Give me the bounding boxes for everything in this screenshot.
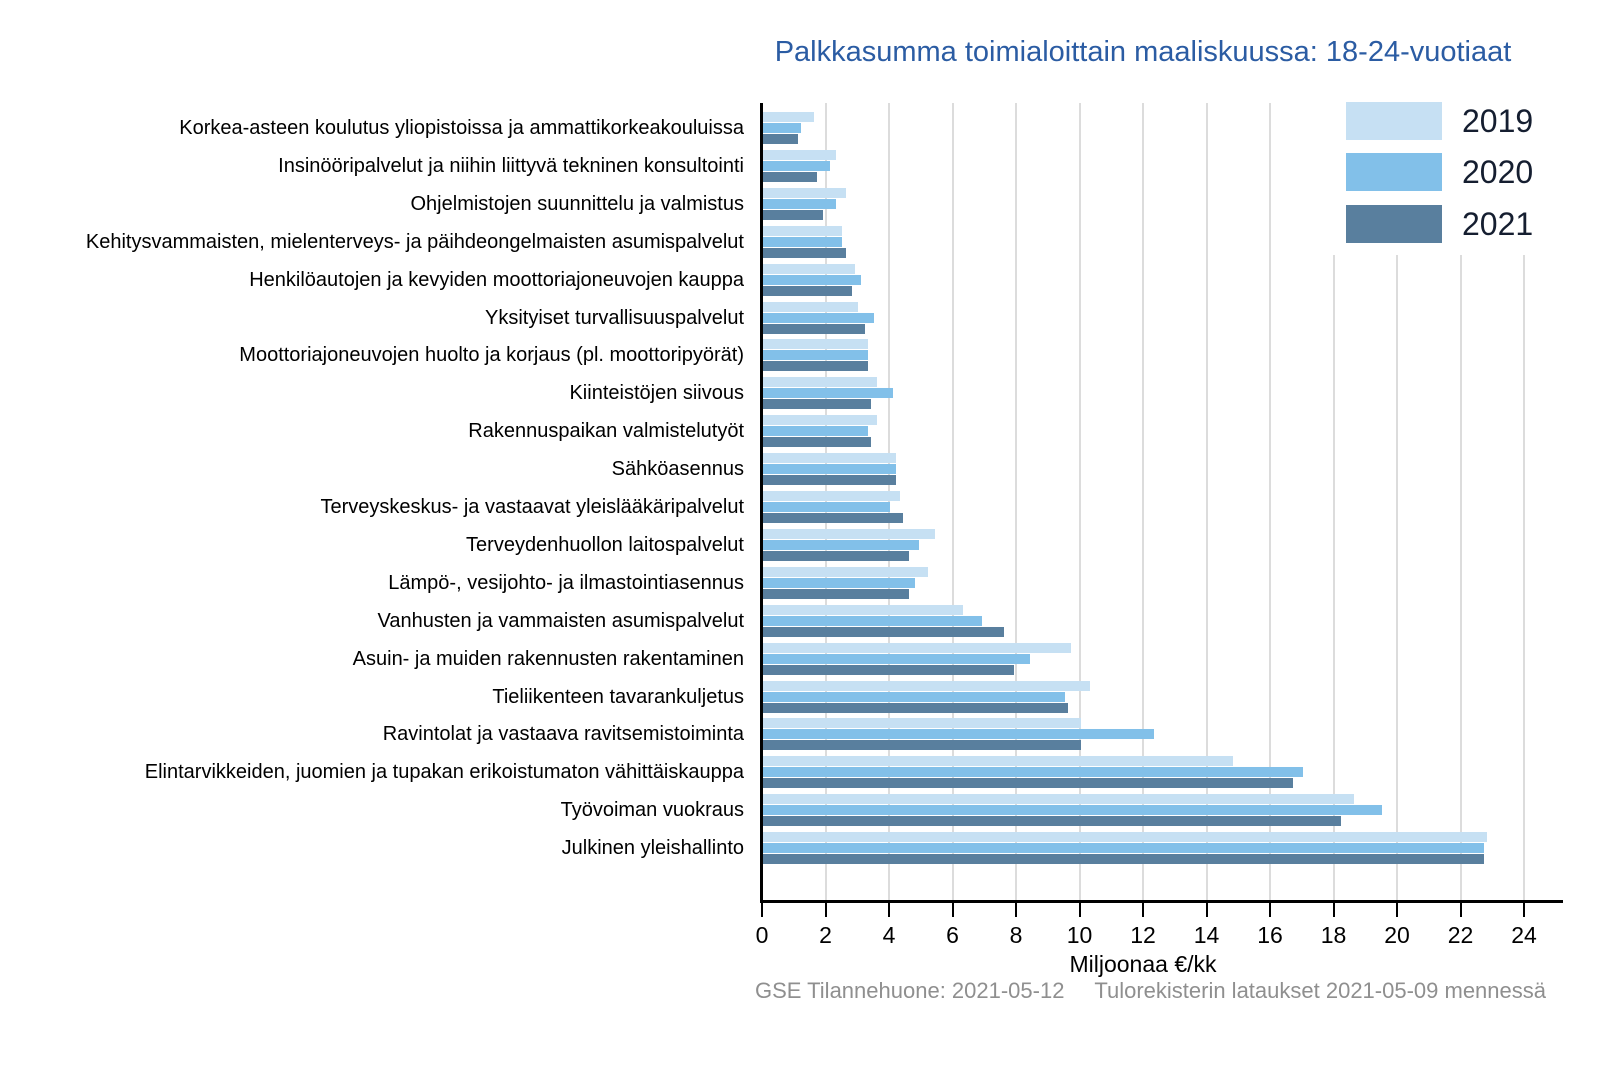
bar-2019 (763, 718, 1081, 728)
bar-2021 (763, 513, 903, 523)
x-tick (1523, 903, 1525, 917)
x-tick (1079, 903, 1081, 917)
bar-2019 (763, 681, 1090, 691)
category-label: Insinööripalvelut ja niihin liittyvä tekninen konsultointi (278, 154, 744, 177)
category-label: Työvoiman vuokraus (560, 799, 744, 822)
category-label: Korkea-asteen koulutus yliopistoissa ja ammattikorkeakouluissa (179, 117, 744, 139)
bar-2019 (763, 377, 877, 387)
x-tick (1269, 903, 1271, 917)
x-tick-label: 8 (1009, 922, 1023, 948)
legend-label-2020: 2020 (1462, 154, 1534, 190)
category-label: Ravintolat ja vastaava ravitsemistoiminta (382, 723, 744, 746)
bar-2020 (763, 578, 915, 588)
bar-2021 (763, 854, 1484, 864)
bar-2019 (763, 567, 928, 577)
x-tick-label: 2 (819, 922, 832, 948)
bar-2021 (763, 172, 817, 182)
bar-2020 (763, 426, 868, 436)
bar-2020 (763, 654, 1030, 664)
bar-2020 (763, 350, 868, 360)
legend-label-2021: 2021 (1462, 206, 1534, 242)
bar-2020 (763, 729, 1154, 739)
bar-2020 (763, 464, 896, 474)
bar-2021 (763, 551, 909, 561)
chart-title: Palkkasumma toimialoittain maaliskuussa: 18-24-vuotiaat (774, 36, 1512, 68)
bar-2019 (763, 226, 842, 236)
bar-2019 (763, 453, 896, 463)
bar-2020 (763, 767, 1303, 777)
bar-2019 (763, 529, 935, 539)
category-label: Vanhusten ja vammaisten asumispalvelut (377, 609, 744, 632)
y-axis-line (760, 103, 763, 903)
x-tick-label: 18 (1320, 922, 1347, 948)
category-label: Tieliikenteen tavarankuljetus (492, 685, 744, 708)
category-label: Ohjelmistojen suunnittelu ja valmistus (410, 192, 744, 215)
bar-2021 (763, 627, 1004, 637)
category-label: Yksityiset turvallisuuspalvelut (485, 306, 744, 329)
bar-2021 (763, 778, 1293, 788)
x-tick (825, 903, 827, 917)
x-tick-label: 14 (1193, 922, 1220, 948)
category-label: Lämpö-, vesijohto- ja ilmastointiasennus (388, 571, 744, 594)
x-tick (1142, 903, 1144, 917)
legend-swatch-2019 (1346, 102, 1442, 140)
bar-2021 (763, 248, 846, 258)
category-label: Terveydenhuollon laitospalvelut (466, 533, 744, 556)
bar-2021 (763, 210, 823, 220)
bar-2019 (763, 491, 900, 501)
x-axis-line (760, 900, 1563, 903)
category-label: Julkinen yleishallinto (561, 837, 744, 860)
bar-2020 (763, 123, 801, 133)
bar-2020 (763, 199, 836, 209)
bar-2020 (763, 275, 861, 285)
bar-2021 (763, 399, 871, 409)
bar-2021 (763, 286, 852, 296)
x-tick (1206, 903, 1208, 917)
x-tick-label: 20 (1384, 922, 1410, 948)
bar-2019 (763, 150, 836, 160)
bar-2020 (763, 540, 919, 550)
bar-2019 (763, 188, 846, 198)
bar-2020 (763, 313, 874, 323)
x-tick (952, 903, 954, 917)
bar-2021 (763, 324, 865, 334)
bar-2021 (763, 361, 868, 371)
bar-2020 (763, 616, 982, 626)
footer-source-right: Tulorekisterin lataukset 2021-05-09 mennessä (1094, 978, 1546, 1003)
bar-2019 (763, 112, 814, 122)
x-tick (1333, 903, 1335, 917)
bar-2020 (763, 692, 1065, 702)
legend-label-2019: 2019 (1462, 103, 1534, 139)
x-tick (1015, 903, 1017, 917)
bar-2019 (763, 832, 1487, 842)
category-label: Kiinteistöjen siivous (569, 382, 744, 405)
x-axis-label: Miljoonaa €/kk (1069, 951, 1217, 977)
bar-2019 (763, 756, 1233, 766)
x-tick-label: 4 (882, 922, 896, 948)
bar-2020 (763, 843, 1484, 853)
bar-2021 (763, 589, 909, 599)
legend-swatch-2021 (1346, 205, 1442, 243)
x-tick (1396, 903, 1398, 917)
x-tick-label: 24 (1511, 922, 1537, 948)
legend-swatch-2020 (1346, 153, 1442, 191)
bar-2021 (763, 816, 1341, 826)
bar-2021 (763, 475, 896, 485)
footer-source-left: GSE Tilannehuone: 2021-05-12 (755, 978, 1065, 1003)
bar-2019 (763, 339, 868, 349)
category-label: Kehitysvammaisten, mielenterveys- ja päihdeongelmaisten asumispalvelut (85, 230, 744, 253)
x-tick (1460, 903, 1462, 917)
bar-2020 (763, 805, 1382, 815)
x-tick-label: 10 (1066, 922, 1093, 948)
category-label: Elintarvikkeiden, juomien ja tupakan erikoistumaton vähittäiskauppa (144, 761, 744, 784)
bar-2019 (763, 302, 858, 312)
bar-2020 (763, 502, 890, 512)
bar-2021 (763, 740, 1081, 750)
bar-2021 (763, 437, 871, 447)
x-tick-label: 16 (1257, 922, 1283, 948)
bar-2021 (763, 703, 1068, 713)
x-tick-label: 6 (946, 922, 959, 948)
x-tick (761, 903, 763, 917)
bar-2019 (763, 605, 963, 615)
category-label: Sähköasennus (611, 458, 744, 481)
x-tick-label: 12 (1130, 922, 1156, 948)
bar-2019 (763, 264, 855, 274)
x-tick (888, 903, 890, 917)
category-label: Moottoriajoneuvojen huolto ja korjaus (pl. moottoripyörät) (239, 344, 744, 367)
bar-2021 (763, 134, 798, 144)
bar-2020 (763, 237, 842, 247)
category-label: Rakennuspaikan valmistelutyöt (468, 420, 744, 443)
bar-2020 (763, 388, 893, 398)
bar-2021 (763, 665, 1014, 675)
bar-2019 (763, 415, 877, 425)
x-tick-label: 22 (1447, 922, 1474, 948)
bar-2020 (763, 161, 830, 171)
x-tick-label: 0 (755, 922, 769, 948)
category-label: Asuin- ja muiden rakennusten rakentaminen (352, 647, 744, 670)
category-label: Terveyskeskus- ja vastaavat yleislääkäripalvelut (320, 496, 744, 518)
bar-2019 (763, 643, 1071, 653)
category-label: Henkilöautojen ja kevyiden moottoriajoneuvojen kauppa (249, 268, 744, 291)
bar-2019 (763, 794, 1354, 804)
